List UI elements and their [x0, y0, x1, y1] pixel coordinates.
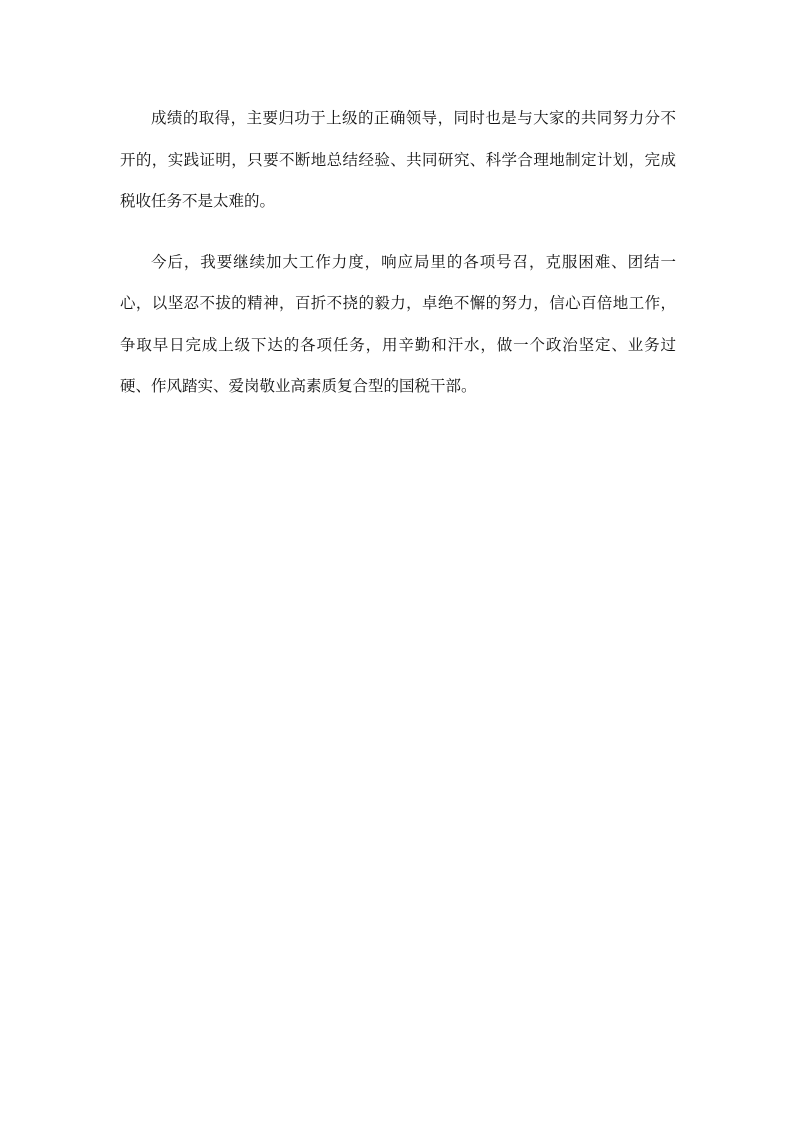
paragraph-future-plan: 今后，我要继续加大工作力度，响应局里的各项号召，克服困难、团结一心，以坚忍不拔的精神，百折不挠的毅力，卓绝不懈的努力，信心百倍地工作，争取早日完成上级下达的各项任务，用辛勤和汗水，做一个政治坚定、业务过硬、作风踏实、爱岗敬业高素质复合型的国税干部。	[120, 252, 676, 395]
paragraph-achievement: 成绩的取得，主要归功于上级的正确领导，同时也是与大家的共同努力分不开的，实践证明，只要不断地总结经验、共同研究、科学合理地制定计划，完成税收任务不是太难的。	[120, 109, 676, 210]
document-body	[120, 98, 676, 408]
